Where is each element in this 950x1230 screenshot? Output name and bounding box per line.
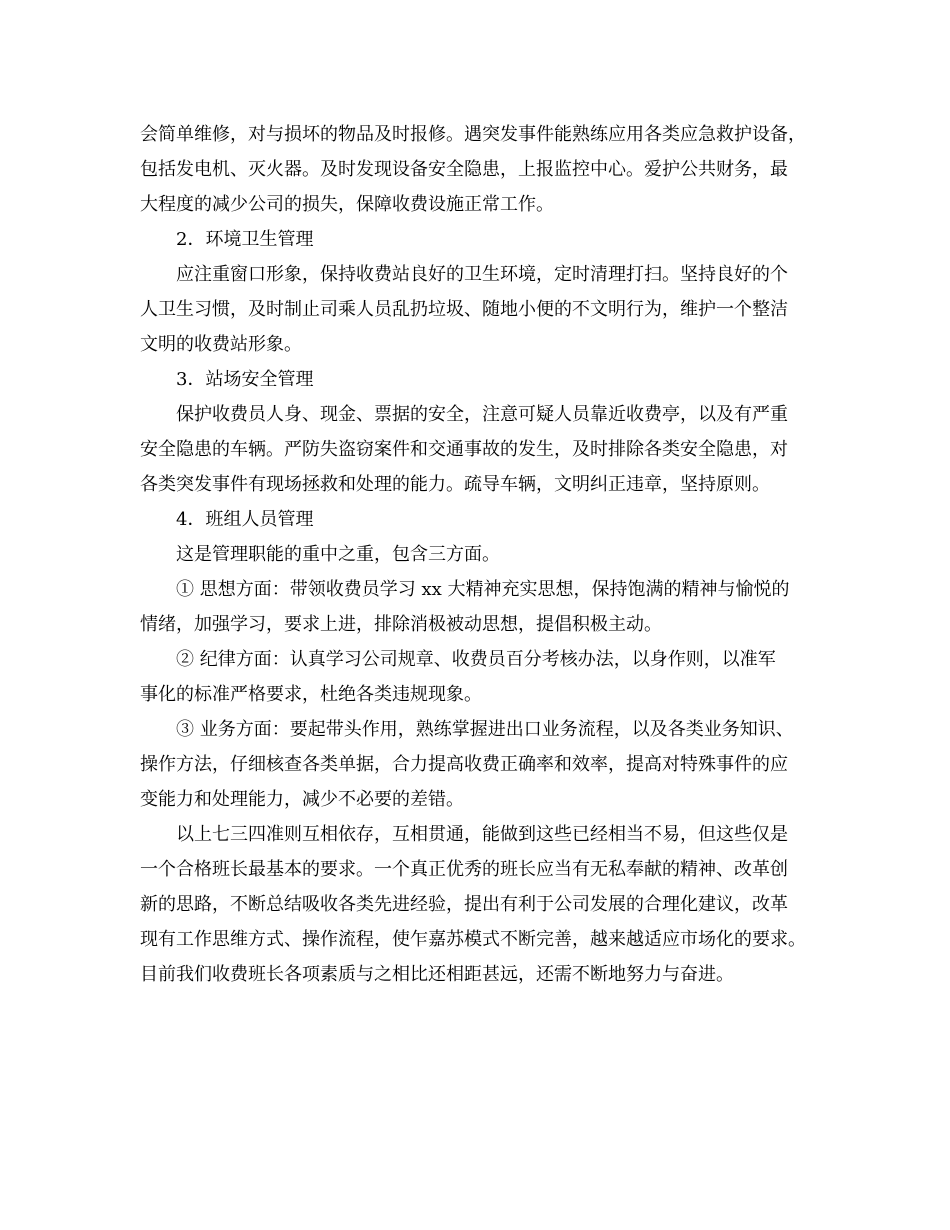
list-item-line: 情绪，加强学习，要求上进，排除消极被动思想，提倡积极主动。 <box>140 614 662 635</box>
paragraph-line: 保护收费员人身、现金、票据的安全，注意可疑人员靠近收费亭，以及有严重 <box>176 404 788 425</box>
paragraph-line: 会简单维修，对与损坏的物品及时报修。遇突发事件能熟练应用各类应急救护设备， <box>140 124 806 145</box>
list-item-line: ② 纪律方面：认真学习公司规章、收费员百分考核办法，以身作则，以准军 <box>176 649 776 670</box>
section-heading: 2．环境卫生管理 <box>176 229 314 250</box>
paragraph-line: 以上七三四准则互相依存，互相贯通，能做到这些已经相当不易，但这些仅是 <box>176 824 788 845</box>
list-item-line: 事化的标准严格要求，杜绝各类违规现象。 <box>140 684 482 705</box>
paragraph-line: 大程度的减少公司的损失，保障收费设施正常工作。 <box>140 194 554 215</box>
paragraph-line: 安全隐患的车辆。严防失盗窃案件和交通事故的发生，及时排除各类安全隐患，对 <box>140 439 788 460</box>
paragraph-line: 应注重窗口形象，保持收费站良好的卫生环境，定时清理打扫。坚持良好的个 <box>176 264 788 285</box>
list-item-line: ① 思想方面：带领收费员学习 xx 大精神充实思想，保持饱满的精神与愉悦的 <box>176 579 790 600</box>
paragraph-line: 这是管理职能的重中之重，包含三方面。 <box>176 544 500 565</box>
paragraph-line: 现有工作思维方式、操作流程，使乍嘉苏模式不断完善，越来越适应市场化的要求。 <box>140 929 806 950</box>
list-item-line: ③ 业务方面：要起带头作用，熟练掌握进出口业务流程，以及各类业务知识、 <box>176 719 794 740</box>
list-item-line: 操作方法，仔细核查各类单据，合力提高收费正确率和效率，提高对特殊事件的应 <box>140 754 788 775</box>
section-heading: 4．班组人员管理 <box>176 509 314 530</box>
document-body <box>140 117 820 992</box>
paragraph-line: 人卫生习惯，及时制止司乘人员乱扔垃圾、随地小便的不文明行为，维护一个整洁 <box>140 299 788 320</box>
paragraph-line: 包括发电机、灭火器。及时发现设备安全隐患，上报监控中心。爱护公共财务，最 <box>140 159 788 180</box>
paragraph-line: 一个合格班长最基本的要求。一个真正优秀的班长应当有无私奉献的精神、改革创 <box>140 859 788 880</box>
paragraph-line: 目前我们收费班长各项素质与之相比还相距甚远，还需不断地努力与奋进。 <box>140 964 734 985</box>
list-item-line: 变能力和处理能力，减少不必要的差错。 <box>140 789 464 810</box>
paragraph-line: 各类突发事件有现场拯救和处理的能力。疏导车辆，文明纠正违章，坚持原则。 <box>140 474 770 495</box>
paragraph-line: 文明的收费站形象。 <box>140 334 302 355</box>
paragraph-line: 新的思路，不断总结吸收各类先进经验，提出有利于公司发展的合理化建议，改革 <box>140 894 788 915</box>
section-heading: 3．站场安全管理 <box>176 369 314 390</box>
